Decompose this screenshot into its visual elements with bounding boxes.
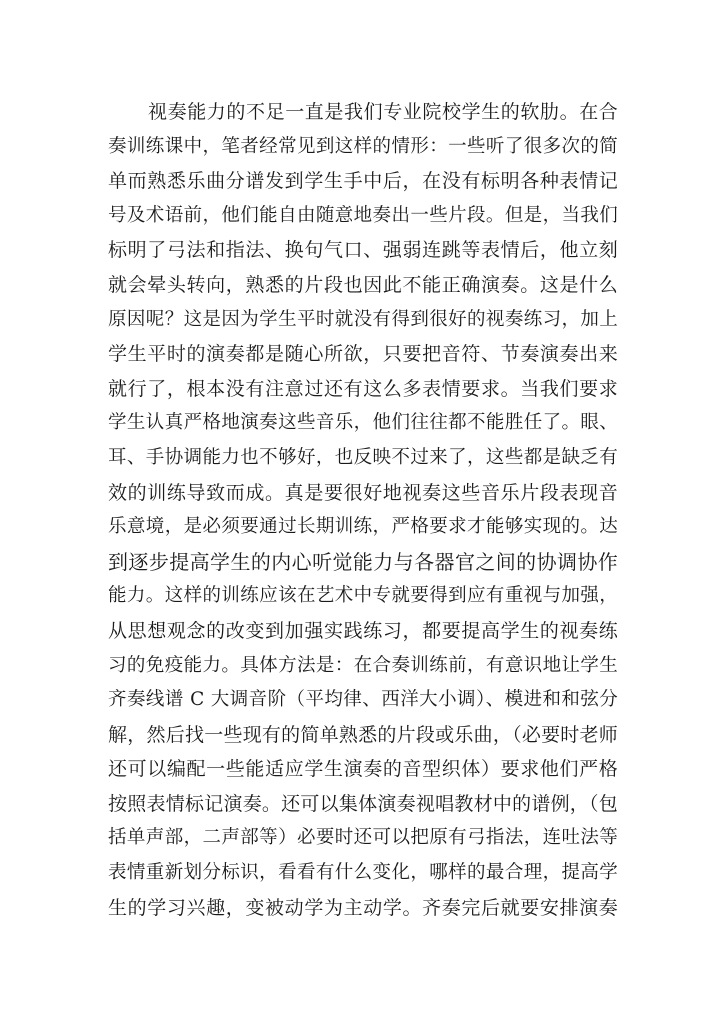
text-line: 解，然后找一些现有的简单熟悉的片段或乐曲，（必要时老师 <box>108 723 618 746</box>
text-line: 耳、手协调能力也不够好，也反映不过来了，这些都是缺乏有 <box>108 446 618 468</box>
text-line: 生的学习兴趣，变被动学为主动学。齐奏完后就要安排演奏 <box>108 896 618 919</box>
text-line: 从思想观念的改变到加强实践练习，都要提高学生的视奏练 <box>108 619 618 642</box>
text-line: 视奏能力的不足一直是我们专业院校学生的软肋。在合 <box>148 101 618 123</box>
text-line: 原因呢？这是因为学生平时就没有得到很好的视奏练习，加上 <box>108 308 618 330</box>
text-line: 到逐步提高学生的内心听觉能力与各器官之间的协调协作 <box>108 549 618 574</box>
text-line: 齐奏线谱 C 大调音阶（平均律、西洋大小调）、模进和和弦分 <box>108 689 618 711</box>
text-line: 表情重新划分标识，看看有什么变化，哪样的最合理，提高学 <box>108 862 618 884</box>
text-line: 习的免疫能力。具体方法是：在合奏训练前，有意识地让学生 <box>108 654 618 676</box>
text-line: 学生平时的演奏都是随心所欲，只要把音符、节奏演奏出来 <box>108 343 618 366</box>
text-line: 还可以编配一些能适应学生演奏的音型织体）要求他们严格 <box>108 758 618 781</box>
text-line: 就行了，根本没有注意过还有这么多表情要求。当我们要求 <box>108 377 618 400</box>
text-line: 乐意境，是必须要通过长期训练，严格要求才能够实现的。达 <box>108 516 618 538</box>
text-line: 能力。这样的训练应该在艺术中专就要得到应有重视与加强， <box>108 585 618 607</box>
text-line: 学生认真严格地演奏这些音乐，他们往往都不能胜任了。眼、 <box>108 412 618 434</box>
text-line: 号及术语前，他们能自由随意地奏出一些片段。但是，当我们 <box>108 204 618 226</box>
text-line: 就会晕头转向，熟悉的片段也因此不能正确演奏。这是什么 <box>108 273 618 296</box>
body-paragraph <box>108 95 618 925</box>
text-line: 括单声部，二声部等）必要时还可以把原有弓指法，连吐法等 <box>108 827 618 849</box>
text-line: 按照表情标记演奏。还可以集体演奏视唱教材中的谱例，（包 <box>108 792 618 815</box>
text-line: 单而熟悉乐曲分谱发到学生手中后，在没有标明各种表情记 <box>108 170 618 193</box>
text-line: 奏训练课中，笔者经常见到这样的情形：一些听了很多次的简 <box>108 135 618 157</box>
text-line: 效的训练导致而成。真是要很好地视奏这些音乐片段表现音 <box>108 481 618 504</box>
text-line: 标明了弓法和指法、换句气口、强弱连跳等表情后，他立刻 <box>108 239 618 262</box>
